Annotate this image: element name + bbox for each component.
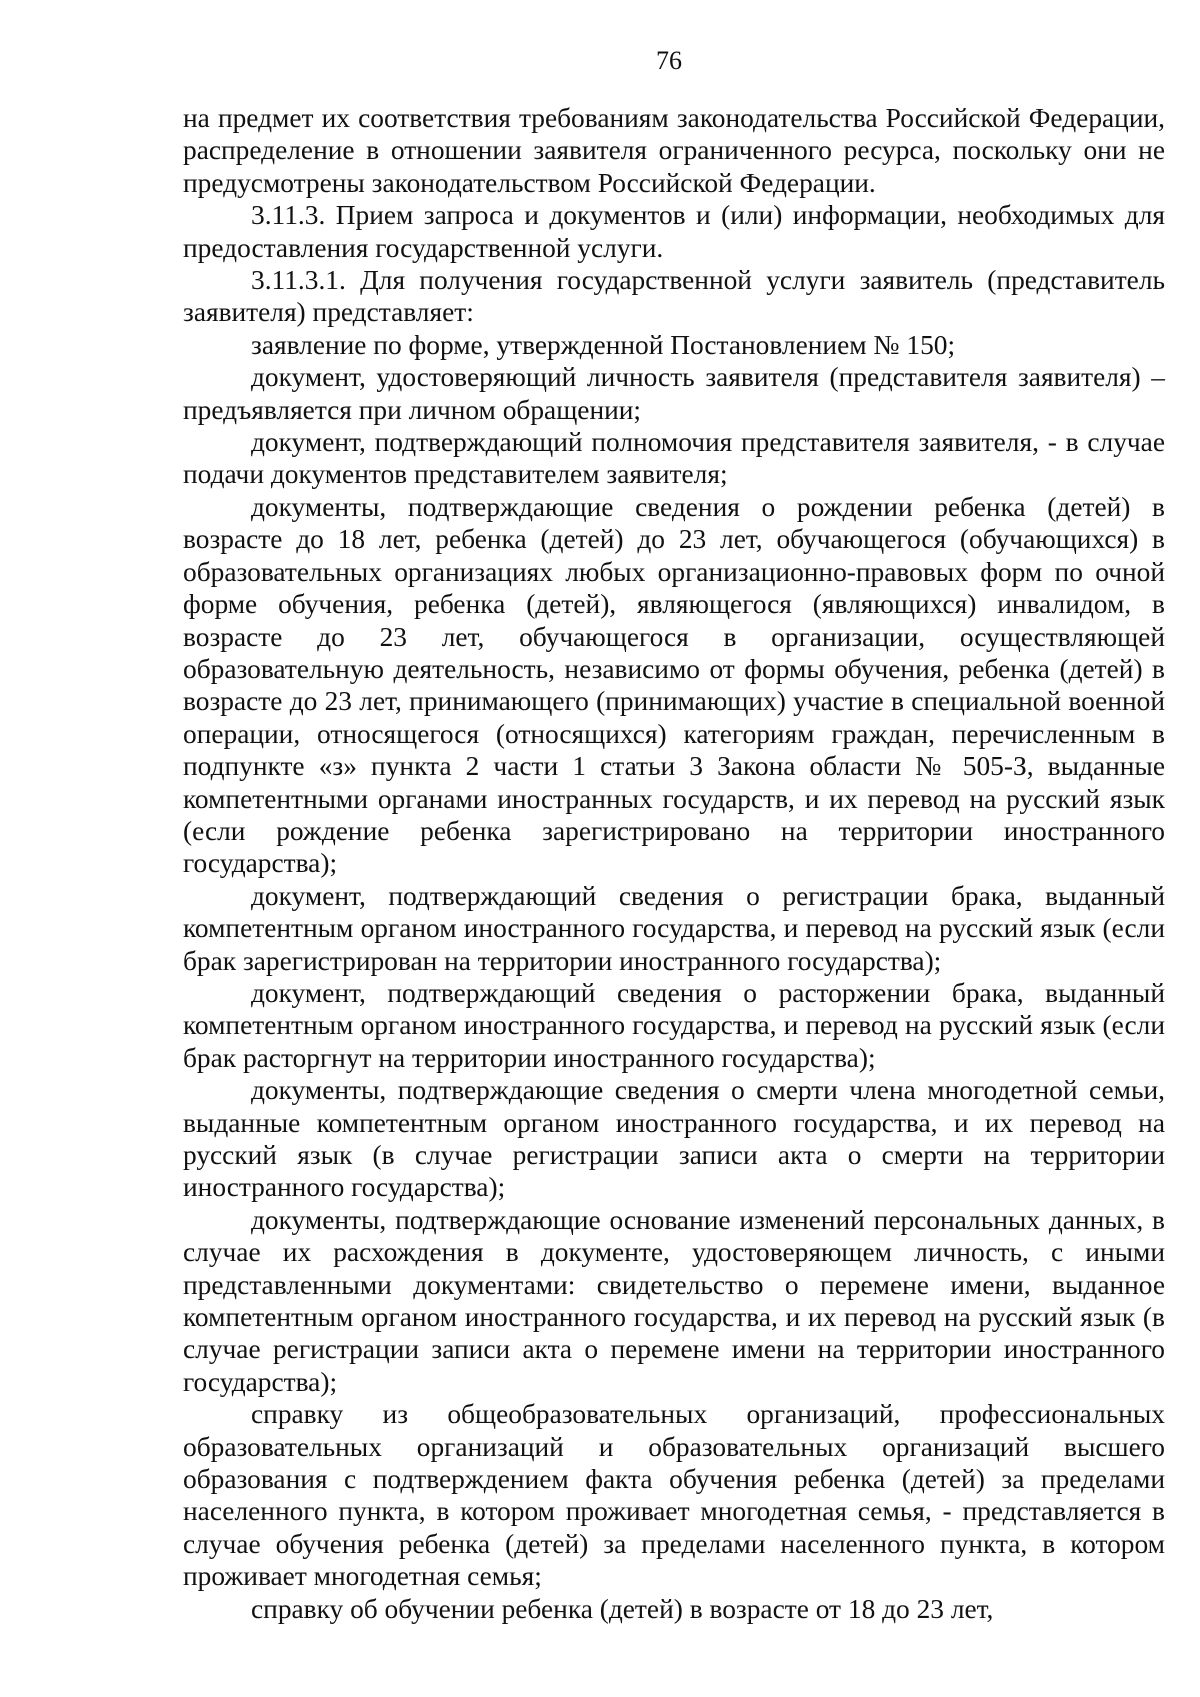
paragraph-marriage-document: документ, подтверждающий сведения о регистрации брака, выданный компетентным органом иностранного государства, и перевод на русский язык (если брак зарегистрирован на территории иностранного государства); xyxy=(183,880,1165,976)
paragraph-education-certificate: справку из общеобразовательных организаций, профессиональных образовательных организаций и образовательных организаций высшего образования с подтверждением факта обучения ребенка (детей) за пределами населенного пункта, в котором проживает многодетная семья, - представляется в случае обучения ребенка (детей) за пределами населенного пункта, в котором проживает многодетная семья; xyxy=(183,1399,1165,1592)
paragraph-section-3-11-3-1: 3.11.3.1. Для получения государственной услуги заявитель (представитель заявителя) представляет: xyxy=(183,265,1165,328)
paragraph-birth-documents: документы, подтверждающие сведения о рождении ребенка (детей) в возрасте до 18 лет, ребенка (детей) до 23 лет, обучающегося (обучающихся) в образовательных организациях любых организационно-правовых форм по очной форме обучения, ребенка (детей), являющегося (являющихся) инвалидом, в возрасте до 23 лет, обучающегося в организации, осуществляющей образовательную деятельность, независимо от формы обучения, ребенка (детей) в возрасте до 23 лет, принимающего (принимающих) участие в специальной военной операции, относящегося (относящихся) категориям граждан, перечисленным в подпункте «з» пункта 2 части 1 статьи 3 Закона области № 505-З, выданные компетентными органами иностранных государств, и их перевод на русский язык (если рождение ребенка зарегистрировано на территории иностранного государства); xyxy=(183,491,1165,879)
paragraph-death-documents: документы, подтверждающие сведения о смерти члена многодетной семьи, выданные компетентным органом иностранного государства, и их перевод на русский язык (в случае регистрации записи акта о смерти на территории иностранного государства); xyxy=(183,1075,1165,1203)
paragraph-identity-document: документ, удостоверяющий личность заявителя (представителя заявителя) – предъявляется при личном обращении; xyxy=(183,362,1165,425)
document-body xyxy=(183,102,1165,1625)
paragraph-section-3-11-3: 3.11.3. Прием запроса и документов и (или) информации, необходимых для предоставления государственной услуги. xyxy=(183,200,1165,263)
paragraph-application-form: заявление по форме, утвержденной Постановлением № 150; xyxy=(251,329,956,360)
paragraph-authority-document: документ, подтверждающий полномочия представителя заявителя, - в случае подачи документов представителем заявителя; xyxy=(183,427,1165,490)
paragraph-divorce-document: документ, подтверждающий сведения о расторжении брака, выданный компетентным органом иностранного государства, и перевод на русский язык (если брак расторгнут на территории иностранного государства); xyxy=(183,977,1165,1073)
page-number: 76 xyxy=(656,46,682,75)
paragraph-continuation: на предмет их соответствия требованиям законодательства Российской Федерации, распределение в отношении заявителя ограниченного ресурса, поскольку они не предусмотрены законодательством Российской Федерации. xyxy=(183,103,1165,198)
paragraph-name-change-documents: документы, подтверждающие основание изменений персональных данных, в случае их расхождения в документе, удостоверяющем личность, с иными представленными документами: свидетельство о перемене имени, выданное компетентным органом иностранного государства, и их перевод на русский язык (в случае регистрации записи акта о перемене имени на территории иностранного государства); xyxy=(183,1204,1165,1397)
paragraph-study-certificate: справку об обучении ребенка (детей) в возрасте от 18 до 23 лет, xyxy=(251,1593,994,1624)
